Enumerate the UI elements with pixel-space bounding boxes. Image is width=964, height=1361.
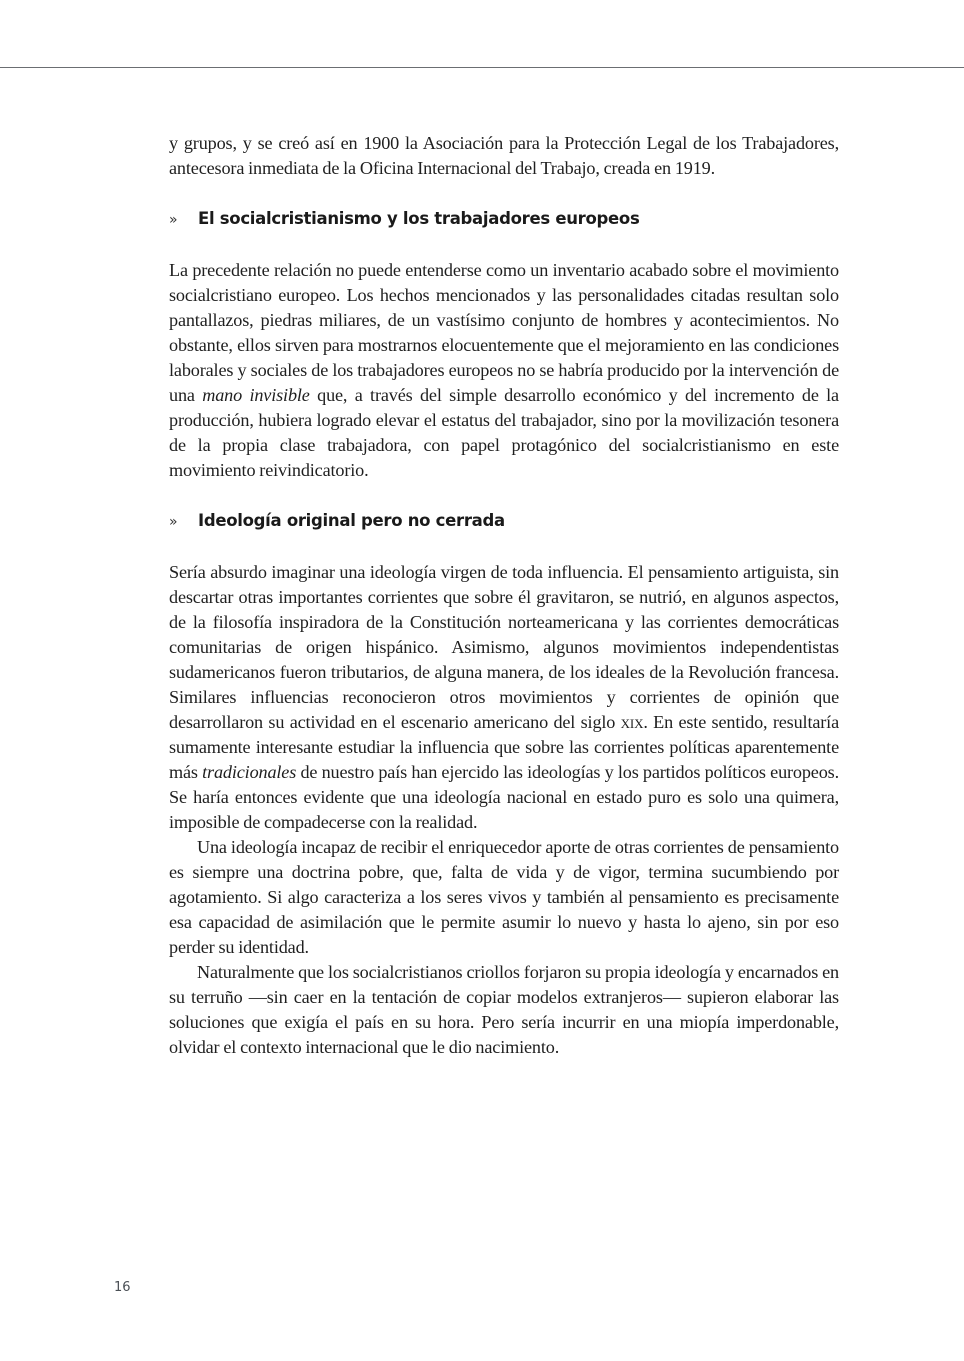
text-run: Sería absurdo imaginar una ideología virgen de toda influencia. El pensamiento artiguista, sin descartar otras importantes corrientes que sobre él gravitaron, se nutrió, en algunos aspectos, de la filosofía inspiradora de la Constitución norteamericana y las corrientes democráticas comunitarias de origen hispánico. Asimismo, algunos movimientos independentistas sudamericanos fueron tributarios, de alguna manera, de los ideales de la Revolución francesa. Similares influencias reconocieron otros movimientos y corrientes de opinión que desarrollaron su actividad en el escenario americano del siglo — [169, 562, 839, 732]
chevron-right-icon: » — [169, 212, 178, 228]
section-heading-text: Ideología original pero no cerrada — [198, 511, 505, 530]
chevron-right-icon: » — [169, 514, 178, 530]
paragraph-continuation: y grupos, y se creó así en 1900 la Asociación para la Protección Legal de los Trabajadores, antecesora inmediata de la Oficina Internacional del Trabajo, creada en 1919. — [169, 133, 839, 178]
page-body — [169, 131, 839, 1060]
text-run: de nuestro país han ejercido las ideologías y los partidos políticos europeos. Se haría entonces evidente que una ideología nacional en estado puro es solo una quimera, imposible de compadecerse con la realidad. — [169, 762, 839, 832]
paragraph-seria-absurdo — [169, 560, 839, 835]
paragraph-naturalmente: Naturalmente que los socialcristianos criollos forjaron su propia ideología y encarnados en su terruño —sin caer en la tentación de copiar modelos extranjeros— supieron elaborar las soluciones que exigía el país en su hora. Pero sería incurrir en una miopía imperdonable, olvidar el contexto internacional que le dio nacimiento. — [169, 962, 839, 1057]
section-heading-text: El socialcristianismo y los trabajadores europeos — [198, 209, 640, 228]
page-number: 16 — [114, 1280, 131, 1295]
italic-term-mano-invisible: mano invisible — [202, 385, 310, 405]
italic-term-tradicionales: tradicionales — [202, 762, 297, 782]
text-run: La precedente relación no puede entenderse como un inventario acabado sobre el movimiento socialcristiano europeo. Los hechos mencionados y las personalidades citadas resultan solo pantallazos, piedras miliares, de un vastísimo conjunto de hombres y acontecimientos. No obstante, ellos sirven para mostrarnos elocuentemente que el mejoramiento en las condiciones laborales y sociales de los trabajadores europeos no se habría producido por la intervención de una — [169, 260, 839, 405]
text-run: . En este sentido, resultaría sumamente interesante estudiar la influencia que sobre las corrientes políticas aparentemente más — [169, 712, 839, 782]
section-heading-ideologia — [169, 508, 839, 535]
roman-numeral-century: xix — [620, 712, 644, 732]
text-run: que, a través del simple desarrollo económico y del incremento de la producción, hubiera logrado elevar el estatus del trabajador, sino por la movilización tesonera de la propia clase trabajadora, con papel protagónico del socialcristianismo en este movimiento reivindicatorio. — [169, 385, 839, 480]
header-rule — [0, 67, 964, 68]
paragraph-precedente-relacion — [169, 258, 839, 483]
paragraph-una-ideologia: Una ideología incapaz de recibir el enriquecedor aporte de otras corrientes de pensamiento es siempre una doctrina pobre, que, falta de vida y de vigor, termina sucumbiendo por agotamiento. Si algo caracteriza a los seres vivos y también al pensamiento es precisamente esa capacidad de asimilación que le permite asumir lo nuevo y hasta lo ajeno, sin por eso perder su identidad. — [169, 837, 839, 957]
section-heading-socialcristianismo — [169, 206, 839, 233]
